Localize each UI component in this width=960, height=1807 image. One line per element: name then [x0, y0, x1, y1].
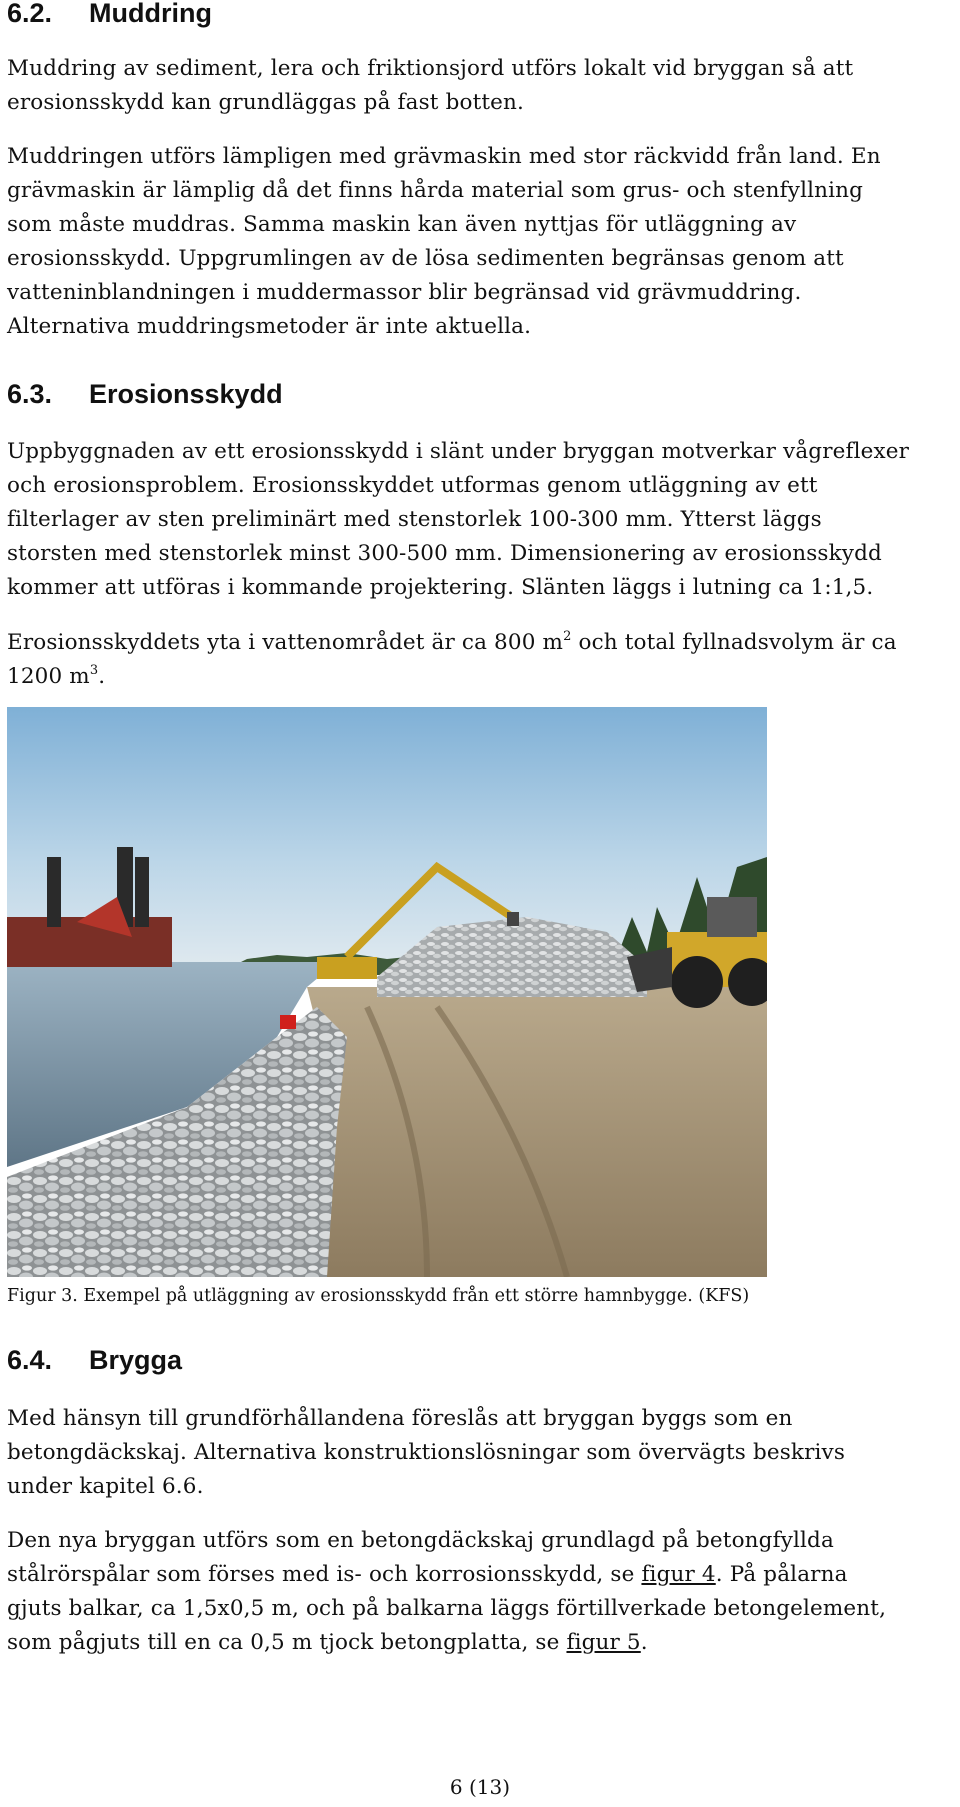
- paragraph-6-3-1: Uppbyggnaden av ett erosionsskydd i slänt under bryggan motverkar vågreflexer och erosionsproblem. Erosionsskyddet utformas genom utläggning av ett filterlager av sten preliminärt med stenstorlek 100-300 mm. Ytterst läggs storsten med stenstorlek minst 300-500 mm. Dimensionering av erosionsskydd kommer att utföras i kommande projektering. Slänten läggs i lutning ca 1:1,5.: [7, 439, 910, 600]
- heading-6-3: 6.3. Erosionsskydd: [7, 379, 283, 409]
- figure-3-photo: [7, 707, 767, 1277]
- figur-4-link[interactable]: figur 4: [641, 1562, 716, 1587]
- paragraph-6-2-2: Muddringen utförs lämpligen med grävmaskin med stor räckvidd från land. En grävmaskin är lämplig då det finns hårda material som grus- och stenfyllning som måste muddras. Samma maskin kan även nyttjas för utläggning av erosionsskydd. Uppgrumlingen av de lösa sedimenten begränsas genom att vatteninblandningen i muddermassor blir begränsad vid grävmuddring. Alternativa muddringsmetoder är inte aktuella.: [7, 144, 881, 339]
- figur-5-link[interactable]: figur 5: [566, 1630, 641, 1655]
- heading-6-2: 6.2. Muddring: [7, 0, 212, 28]
- figure-3-caption: Figur 3. Exempel på utläggning av erosionsskydd från ett större hamnbygge. (KFS): [7, 1286, 750, 1306]
- heading-6-4: 6.4. Brygga: [7, 1345, 183, 1375]
- page-number: 6 (13): [449, 1775, 511, 1799]
- paragraph-6-3-2: Erosionsskyddets yta i vattenområdet är ca 800 $m^2$ och total fyllnadsvolym är ca 1200 $m^3$.: [7, 629, 897, 689]
- paragraph-6-4-1: Med hänsyn till grundförhållandena föreslås att bryggan byggs som en betongdäckskaj. Alternativa konstruktionslösningar som övervägts beskrivs under kapitel 6.6.: [7, 1406, 846, 1499]
- paragraph-6-4-2: Den nya bryggan utförs som en betongdäckskaj grundlagd på betongfyllda stålrörspålar som förses med is- och korrosionsskydd, se figur 4. På pålarna gjuts balkar, ca 1,5x0,5 m, och på balkarna läggs förtillverkade betongelement, som pågjuts till en ca 0,5 m tjock betongplatta, se figur 5.: [7, 1528, 887, 1655]
- paragraph-6-2-1: Muddring av sediment, lera och friktionsjord utförs lokalt vid bryggan så att erosionsskydd kan grundläggas på fast botten.: [7, 56, 854, 115]
